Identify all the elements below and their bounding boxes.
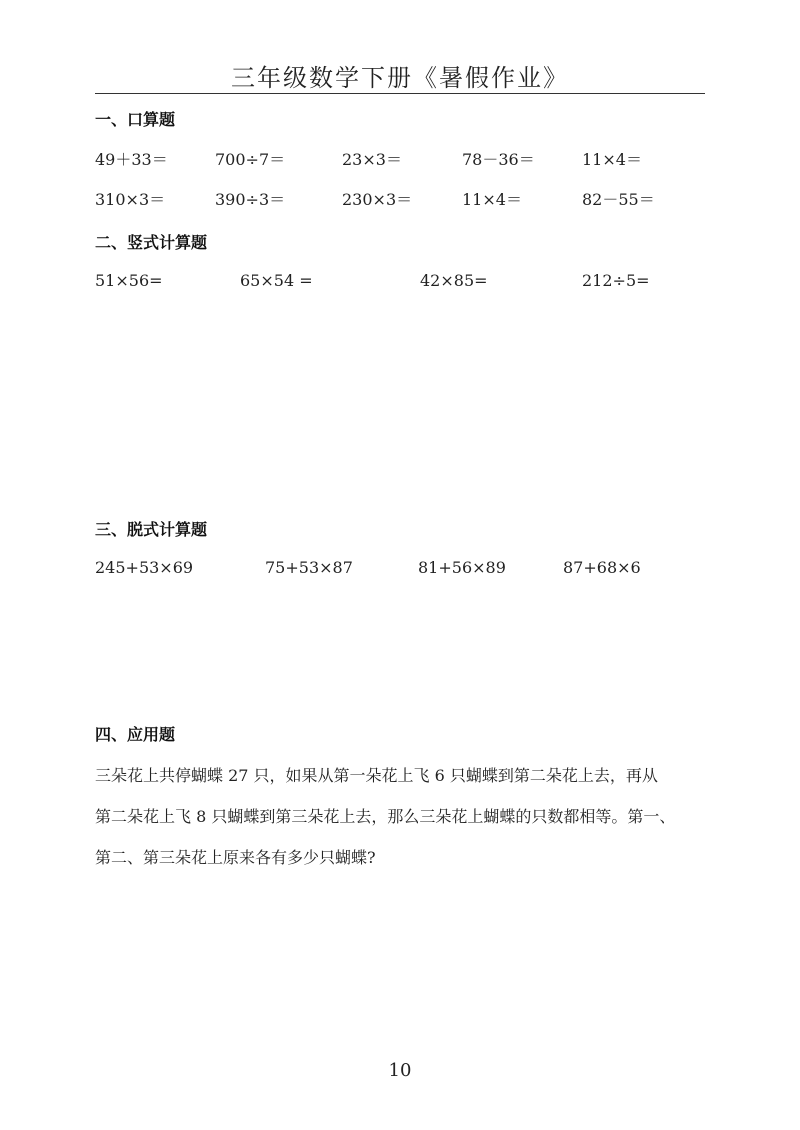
application-text-line: 三朵花上共停蝴蝶 27 只，如果从第一朵花上飞 6 只蝴蝶到第二朵花上去，再从 (95, 766, 658, 785)
section-heading-application: 四、应用题 (95, 725, 176, 744)
oral-problem: 11×4＝ (582, 150, 642, 169)
oral-problem: 49＋33＝ (95, 150, 168, 169)
vertical-problem: 65×54 = (240, 271, 313, 290)
oral-problem: 82－55＝ (582, 190, 655, 209)
section-heading-step: 三、脱式计算题 (95, 520, 208, 539)
application-text-line: 第二朵花上飞 8 只蝴蝶到第三朵花上去，那么三朵花上蝴蝶的只数都相等。第一、 (95, 807, 676, 826)
step-problem: 75+53×87 (265, 558, 353, 577)
oral-problem: 78－36＝ (462, 150, 535, 169)
application-text-line: 第二、第三朵花上原来各有多少只蝴蝶? (95, 848, 376, 867)
oral-problem: 390÷3＝ (215, 190, 286, 209)
page-number: 10 (388, 1060, 412, 1081)
oral-problem: 700÷7＝ (215, 150, 286, 169)
oral-problem: 11×4＝ (462, 190, 522, 209)
step-problem: 87+68×6 (563, 558, 641, 577)
oral-problem: 310×3＝ (95, 190, 166, 209)
vertical-problem: 51×56= (95, 271, 163, 290)
oral-problem: 230×3＝ (342, 190, 413, 209)
title-divider (95, 93, 705, 94)
vertical-problem: 42×85= (420, 271, 488, 290)
step-problem: 81+56×89 (418, 558, 506, 577)
step-problem: 245+53×69 (95, 558, 194, 577)
vertical-problem: 212÷5= (582, 271, 650, 290)
oral-problem: 23×3＝ (342, 150, 402, 169)
page-title: 三年级数学下册《暑假作业》 (231, 64, 569, 92)
section-heading-oral: 一、口算题 (95, 110, 176, 129)
section-heading-vertical: 二、竖式计算题 (95, 233, 208, 252)
